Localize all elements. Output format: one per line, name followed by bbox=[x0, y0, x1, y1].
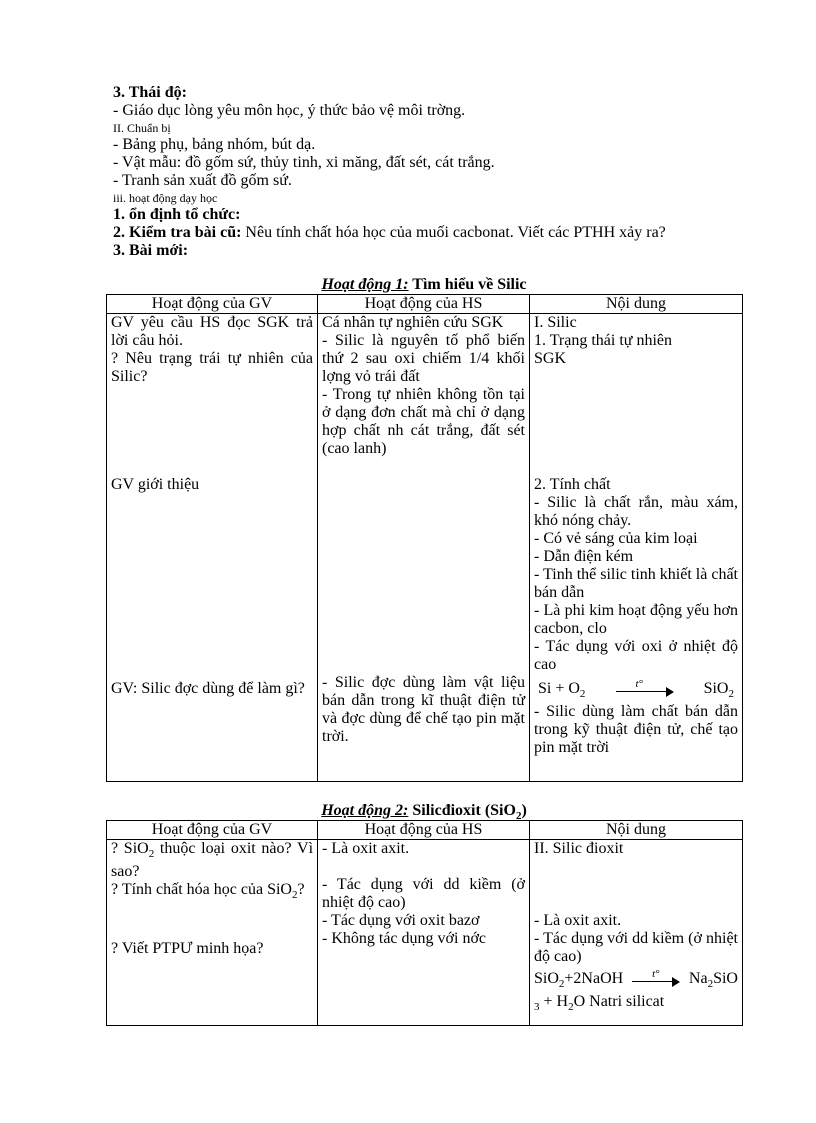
header-content: Nội dung bbox=[530, 821, 743, 840]
gv-column bbox=[107, 314, 318, 782]
content-text: - Silic là chất rắn, màu xám, khó nóng chảy. bbox=[534, 494, 738, 529]
content-text: - Tác dụng với oxi ở nhiệt độ cao bbox=[534, 638, 738, 673]
content-text: - Có vẻ sáng của kim loại bbox=[534, 530, 698, 547]
hs-text: - Là oxit axit. bbox=[322, 840, 410, 857]
header-hs: Hoạt động của HS bbox=[318, 295, 530, 314]
gv-text: ? SiO$_2$ thuộc loại oxit nào? Vì sao? bbox=[111, 840, 314, 881]
gv-text: ? Tính chất hóa học của SiO$_2$? bbox=[111, 881, 305, 902]
hs-text: Cá nhân tự nghiên cứu SGK bbox=[322, 314, 504, 331]
step2-text: Nêu tính chất hóa học của muối cacbonat. Viết các PTHH xảy ra? bbox=[241, 224, 666, 241]
hs-text: - Tác dụng với oxit bazơ bbox=[322, 912, 480, 929]
content-text: - Silic dùng làm chất bán dẫn trong kỹ thuật điện tử, chế tạo pin mặt trời bbox=[534, 703, 738, 757]
hs-text: - Silic đợc dùng làm vật liệu bán dẫn trong kĩ thuật điện tử và đợc dùng để chế tạo pin mặt trời. bbox=[322, 674, 525, 745]
header-gv: Hoạt động của GV bbox=[107, 821, 318, 840]
content-text: SGK bbox=[534, 350, 567, 367]
product-name: Natri silicat bbox=[589, 993, 665, 1011]
reaction-arrow-icon: t° bbox=[616, 687, 674, 697]
hs-column bbox=[318, 840, 530, 1026]
hs-text: - Tác dụng với dd kiềm (ở nhiệt độ cao) bbox=[322, 876, 525, 911]
prep-item: - Vật mẫu: đồ gốm sứ, thủy tinh, xi măng, đất sét, cát trắng. bbox=[113, 154, 495, 171]
content-column bbox=[530, 314, 743, 782]
content-text: - Là phi kim hoạt động yếu hơn cacbon, clo bbox=[534, 602, 738, 637]
hs-column bbox=[318, 314, 530, 782]
sio2-naoh-equation bbox=[534, 967, 738, 993]
hs-text: - Silic là nguyên tố phổ biến thứ 2 sau oxi chiếm 1/4 khối lợng vỏ trái đất bbox=[322, 332, 525, 385]
gv-column bbox=[107, 840, 318, 1026]
gv-text: ? Viết PTPƯ minh họa? bbox=[111, 940, 264, 958]
activity1-table bbox=[106, 294, 743, 782]
equation-product: SiO$_2$ bbox=[703, 680, 734, 701]
silicon-oxygen-equation bbox=[534, 677, 738, 703]
gv-text: GV giới thiệu bbox=[111, 476, 200, 493]
content-title: II. Silic đioxit bbox=[534, 840, 624, 857]
table-row bbox=[107, 840, 743, 1026]
activity1-number: Hoạt động 1: bbox=[321, 276, 409, 293]
header-hs: Hoạt động của HS bbox=[318, 821, 530, 840]
step3-heading: 3. Bài mới: bbox=[113, 242, 189, 259]
activity2-table bbox=[106, 820, 743, 1026]
content-text: - Là oxit axit. bbox=[534, 912, 622, 929]
content-text: - Tinh thể silic tinh khiết là chất bán dẫn bbox=[534, 566, 738, 601]
table-header-row bbox=[107, 821, 743, 840]
header-gv: Hoạt động của GV bbox=[107, 295, 318, 314]
equation-product: $Na_2SiO$ bbox=[688, 970, 738, 991]
activity1-title bbox=[106, 276, 742, 294]
step1-heading: 1. ổn định tổ chức: bbox=[113, 206, 241, 223]
prep-item: - Tranh sản xuất đồ gốm sứ. bbox=[113, 172, 292, 189]
gv-text: GV yêu cầu HS đọc SGK trả lời câu hỏi. bbox=[111, 314, 313, 349]
hs-text: - Trong tự nhiên không tồn tại ở dạng đơn chất mà chỉ ở dạng hợp chất nh cát trắng, đất sét (cao lanh) bbox=[322, 386, 525, 457]
gv-text: GV: Silic đợc dùng để làm gì? bbox=[111, 680, 305, 697]
step2-label: 2. Kiểm tra bài cũ: bbox=[113, 224, 242, 241]
prep-item: - Bảng phụ, bảng nhóm, bút dạ. bbox=[113, 136, 316, 153]
content-column bbox=[530, 840, 743, 1026]
lesson-intro bbox=[113, 84, 743, 260]
content-text: - Dẫn điện kém bbox=[534, 548, 634, 565]
reaction-arrow-icon: t° bbox=[632, 977, 680, 987]
equation-reactants: $Si + O_2$ bbox=[538, 680, 586, 701]
attitude-heading: 3. Thái độ: bbox=[113, 84, 187, 101]
equation-reactants: SiO$_2$+2NaOH bbox=[534, 970, 624, 991]
table-row bbox=[107, 314, 743, 782]
prep-heading: II. Chuẩn bị bbox=[113, 121, 171, 135]
activity2-title: Hoạt động 2: Silicđioxit (SiO$_2$) bbox=[321, 802, 527, 823]
step2-paragraph bbox=[113, 224, 743, 242]
content-subtitle: 2. Tính chất bbox=[534, 476, 611, 493]
activity2-topic: Silicđioxit (SiO bbox=[408, 802, 516, 819]
attitude-text: - Giáo dục lòng yêu môn học, ý thức bảo vệ môi trờng. bbox=[113, 102, 466, 119]
table-header-row bbox=[107, 295, 743, 314]
hs-text: - Không tác dụng với nớc bbox=[322, 930, 486, 947]
header-content: Nội dung bbox=[530, 295, 743, 314]
activities-heading: iii. hoạt động dạy học bbox=[113, 191, 218, 205]
equation-continued: $_3 + H_2O$ Natri silicat bbox=[534, 993, 665, 1014]
activity1-topic: Tìm hiểu về Silic bbox=[408, 276, 527, 293]
content-text: - Tác dụng với dd kiềm (ở nhiệt độ cao) bbox=[534, 930, 738, 965]
activity2-number: Hoạt động 2: bbox=[321, 802, 409, 819]
content-title: I. Silic bbox=[534, 314, 577, 331]
gv-text: ? Nêu trạng trái tự nhiên của Silic? bbox=[111, 350, 313, 385]
content-subtitle: 1. Trạng thái tự nhiên bbox=[534, 332, 673, 349]
